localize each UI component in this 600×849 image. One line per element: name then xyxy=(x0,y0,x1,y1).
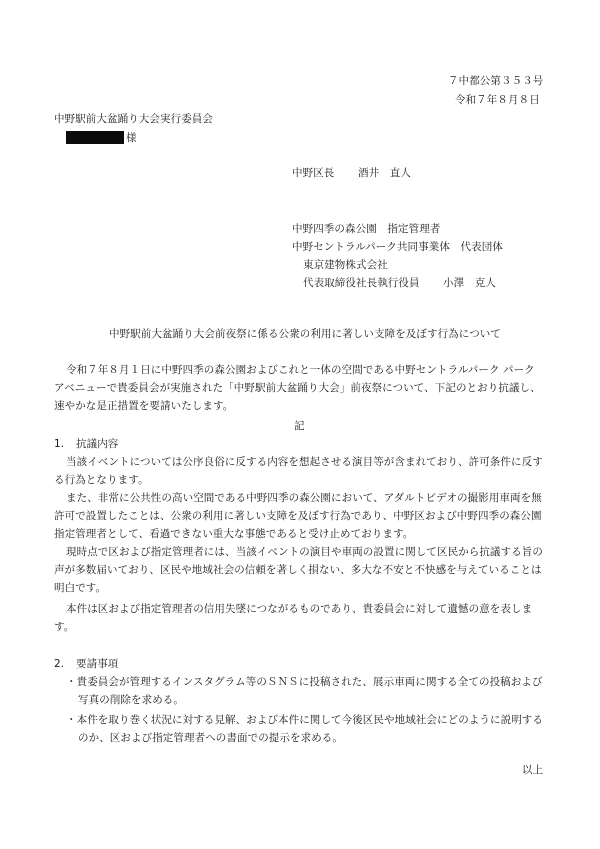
subject-line: 中野駅前大盆踊り大会前夜祭に係る公衆の利用に著しい支障を及ぼす行為について xyxy=(109,328,501,340)
redacted-name-bar xyxy=(66,131,124,144)
closing: 以上 xyxy=(522,764,544,776)
section2-line: のか、区および指定管理者への書面での提示を求める。 xyxy=(78,732,343,744)
ki-heading: 記 xyxy=(294,420,305,432)
section1-line: 指定管理者として、看過できない重大な事態であると受け止めております。 xyxy=(54,528,414,540)
section1-heading: 抗議内容 xyxy=(76,438,119,450)
sender-manager-name: 小澤 克人 xyxy=(443,277,496,289)
recipient-organization: 中野駅前大盆踊り大会実行委員会 xyxy=(54,113,213,125)
section1-line: 許可で設置したことは、公衆の利用に著しい支障を及ぼす行為であり、中野区および中野四季の森公園 xyxy=(54,510,542,522)
section1-line: 声が多数届いており、区民や地域社会の信頼を著しく損ない、多大な不安と不快感を与えていることは xyxy=(54,564,542,576)
section1-line: す。 xyxy=(54,621,75,633)
sender-manager-line1: 中野四季の森公園 指定管理者 xyxy=(292,223,441,235)
document-date: 令和７年８月８日 xyxy=(455,94,540,106)
document-number: ７中都公第３５３号 xyxy=(448,75,544,87)
sender-mayor-name: 酒井 直人 xyxy=(358,167,411,179)
section1-line: 当該イベントについては公序良俗に反する内容を想起させる演目等が含まれており、許可条件に反す xyxy=(66,456,543,468)
sender-mayor-title: 中野区長 xyxy=(292,167,335,179)
intro-line: 令和７年８月１日に中野四季の森公園およびこれと一体の空間である中野セントラルパーク パーク xyxy=(66,364,535,376)
section1-line: 明白です。 xyxy=(54,582,107,594)
section2-heading: 要請事項 xyxy=(76,658,119,670)
sender-manager-title: 代表取締役社長執行役員 xyxy=(303,277,420,289)
section1-line: 現時点で区および指定管理者には、当該イベントの演目や車両の設置に関して区民から抗議する旨の xyxy=(66,546,543,558)
sender-manager-line3: 東京建物株式会社 xyxy=(303,259,388,271)
section1-line: る行為となります。 xyxy=(54,474,149,486)
section1-line: また、非常に公共性の高い空間である中野四季の森公園において、アダルトビデオの撮影用車両を無 xyxy=(66,492,542,504)
section2-number: 2. xyxy=(54,658,65,670)
section1-number: 1. xyxy=(54,438,65,450)
section1-line: 本件は区および指定管理者の信用失墜につながるものであり、貴委員会に対して遺憾の意を表しま xyxy=(66,603,533,615)
section2-line: 写真の削除を求める。 xyxy=(78,694,184,706)
intro-line: 速やかな是正措置を要請いたします。 xyxy=(54,400,234,412)
sender-manager-line2: 中野セントラルパーク共同事業体 代表団体 xyxy=(292,241,503,253)
section2-line: ・本件を取り巻く状況に対する見解、および本件に関して今後区民や地域社会にどのように説明する xyxy=(66,714,543,726)
intro-line: アベニューで貴委員会が実施された「中野駅前大盆踊り大会」前夜祭について、下記のとおり抗議し、 xyxy=(54,382,541,394)
recipient-honorific: 様 xyxy=(126,132,137,144)
section2-line: ・貴委員会が管理するインスタグラム等のＳＮＳに投稿された、展示車両に関する全ての投稿および xyxy=(66,676,543,688)
